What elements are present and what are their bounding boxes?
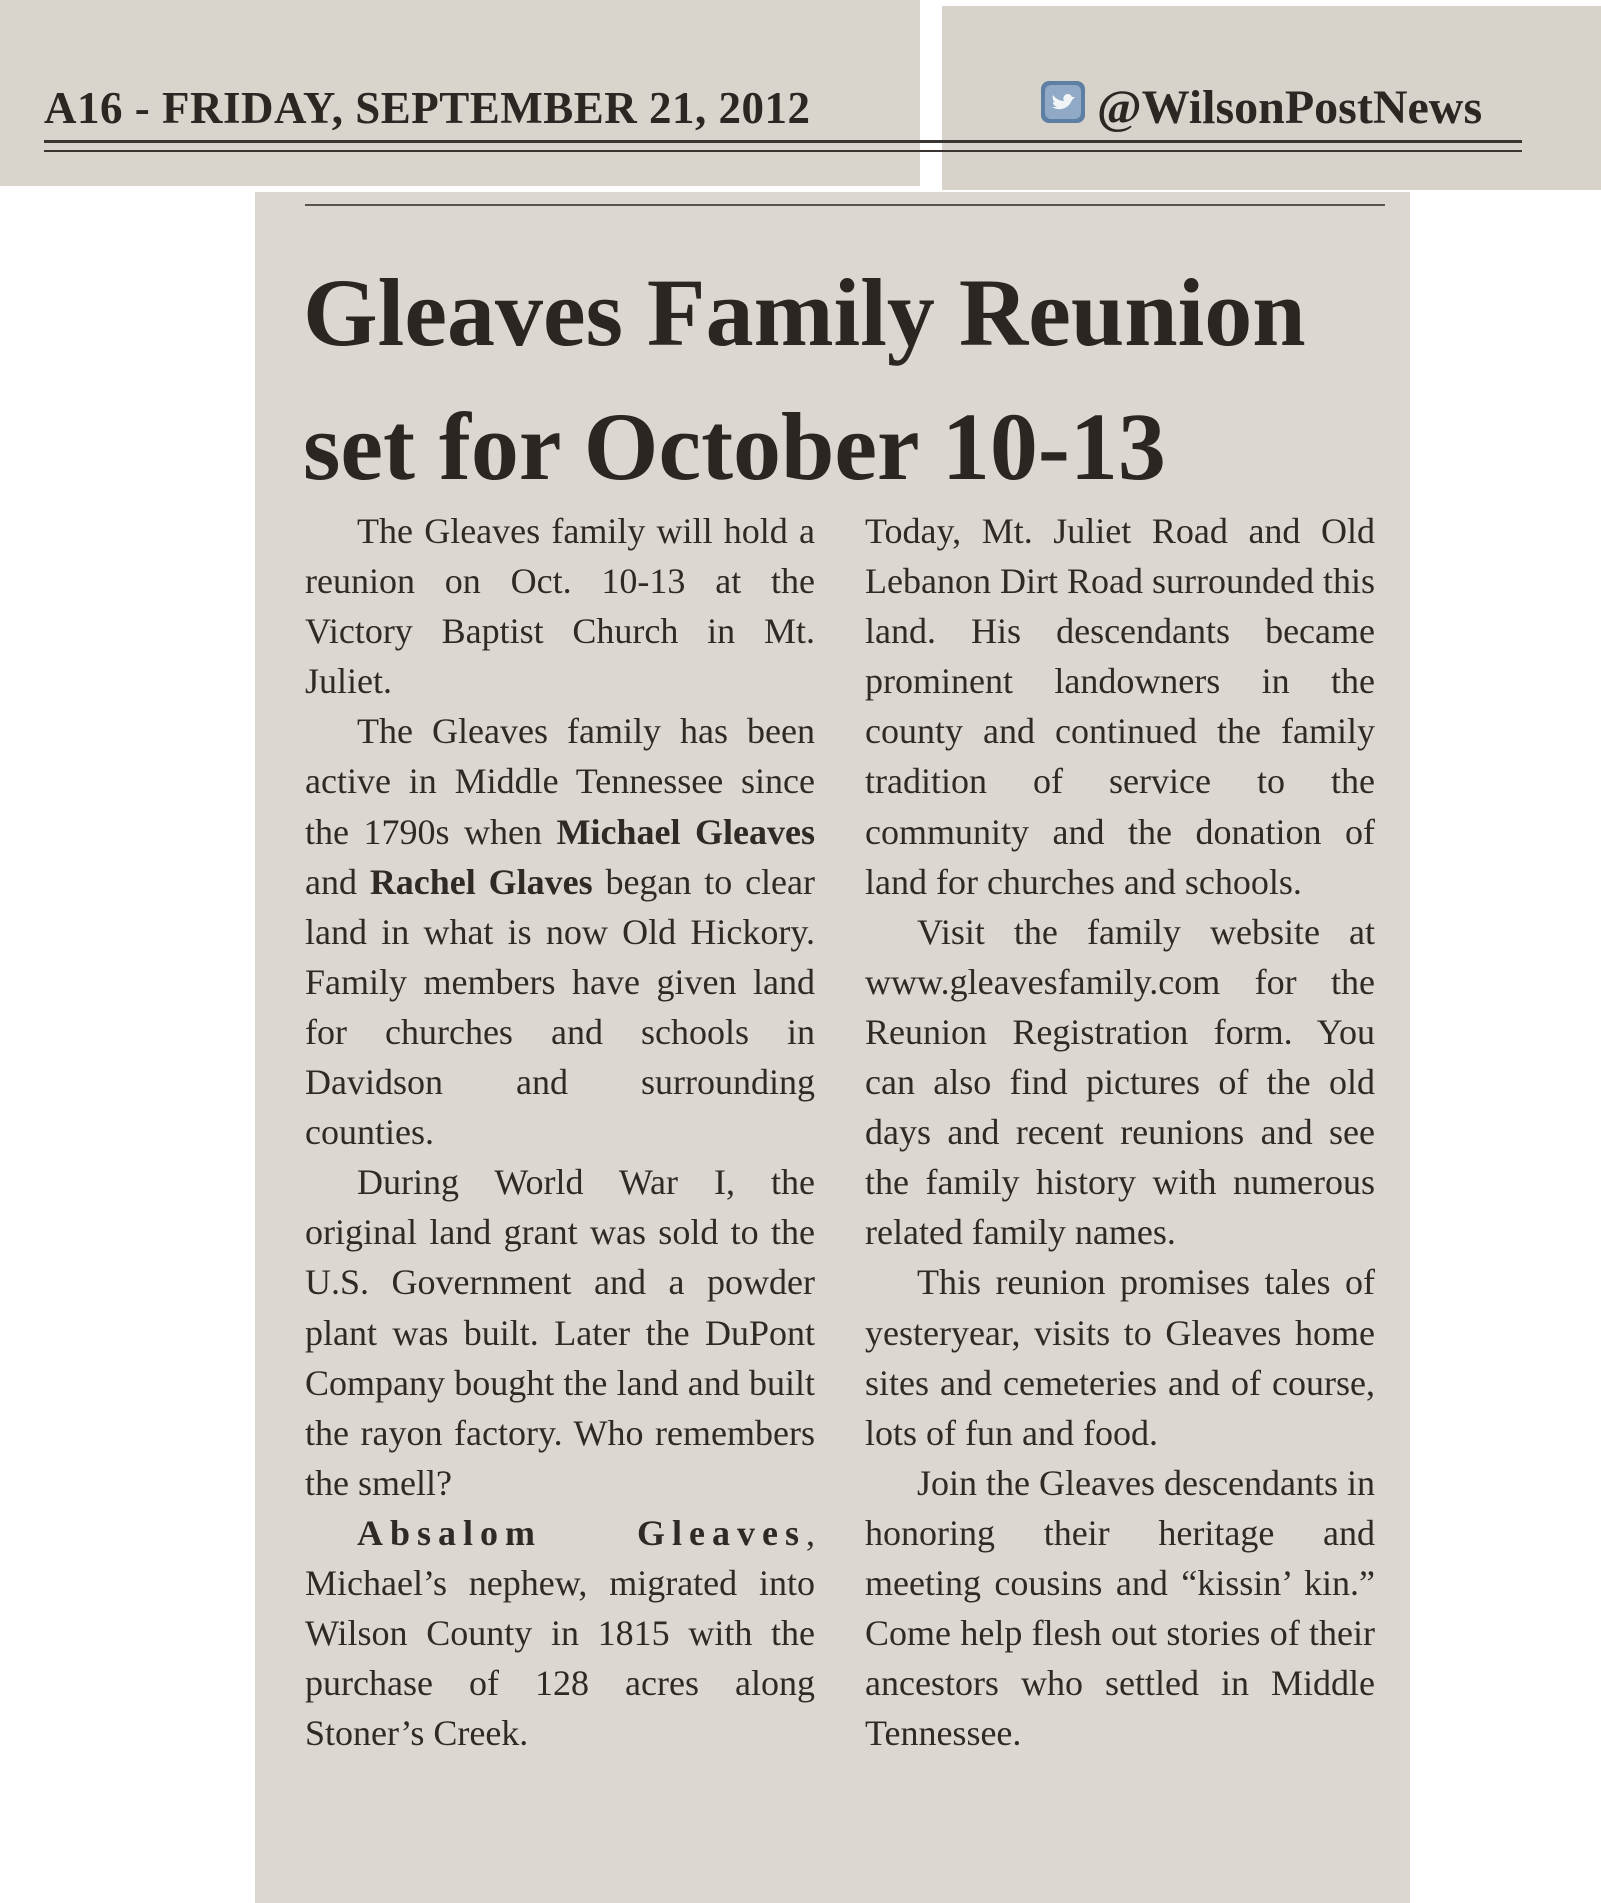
paragraph-text: and: [305, 861, 370, 902]
paragraph-text: began to clear land in what is now Old Hickory. Family members have given land for churches and schools in Davidson and surrounding counties.: [305, 861, 815, 1153]
paragraph-text: , Michael’s nephew, migrated into Wilson County in 1815 with the purchase of 128 acres along Stoner’s Creek.: [305, 1512, 815, 1754]
headline-line-1: Gleaves Family Reunion: [303, 259, 1306, 366]
paragraph: During World War I, the original land grant was sold to the U.S. Government and a powder plant was built. Later the DuPont Company bought the land and built the rayon factory. Who remembers the smell?: [305, 1162, 815, 1503]
masthead: [0, 0, 1601, 190]
person-name: Absalom Gleaves: [357, 1512, 806, 1553]
paragraph: This reunion promises tales of yesteryear, visits to Gleaves home sites and cemeteries and of course, lots of fun and food.: [865, 1262, 1375, 1453]
left-column: [305, 506, 815, 1758]
masthead-rule-bottom: [44, 150, 1522, 152]
paragraph-text: The Gleaves family has been active in Middle Tennessee since the 1790s when: [305, 711, 815, 852]
page-date-line: A16 - FRIDAY, SEPTEMBER 21, 2012: [44, 83, 811, 133]
twitter-bird-icon: [1040, 80, 1086, 124]
paragraph: Today, Mt. Juliet Road and Old Lebanon Dirt Road surrounded this land. His descendants became prominent landowners in the county and continued the family tradition of service to the community and the donation of land for churches and schools.: [865, 511, 1375, 902]
headline-line-2: set for October 10-13: [303, 393, 1166, 500]
paragraph: [305, 1508, 815, 1758]
person-name: Michael Gleaves: [556, 811, 816, 852]
article-clipping: [255, 192, 1410, 1903]
article-top-rule: [305, 204, 1385, 206]
paragraph: Join the Gleaves descendants in honoring their heritage and meeting cousins and “kissin’ kin.” Come help flesh out stories of their ancestors who settled in Middle Tennessee.: [865, 1462, 1375, 1754]
person-name: Rachel Glaves: [369, 861, 593, 902]
paragraph: The Gleaves family will hold a reunion on Oct. 10-13 at the Victory Baptist Church in Mt. Juliet.: [305, 511, 815, 702]
paragraph: [305, 706, 815, 1157]
headline: [303, 246, 1393, 514]
right-column: [865, 506, 1375, 1758]
paragraph: Visit the family website at www.gleavesfamily.com for the Reunion Registration form. You can also find pictures of the old days and recent reunions and see the family history with numerous related family names.: [865, 911, 1375, 1253]
social-handle: @WilsonPostNews: [1097, 81, 1483, 134]
masthead-rule-top: [44, 140, 1522, 143]
